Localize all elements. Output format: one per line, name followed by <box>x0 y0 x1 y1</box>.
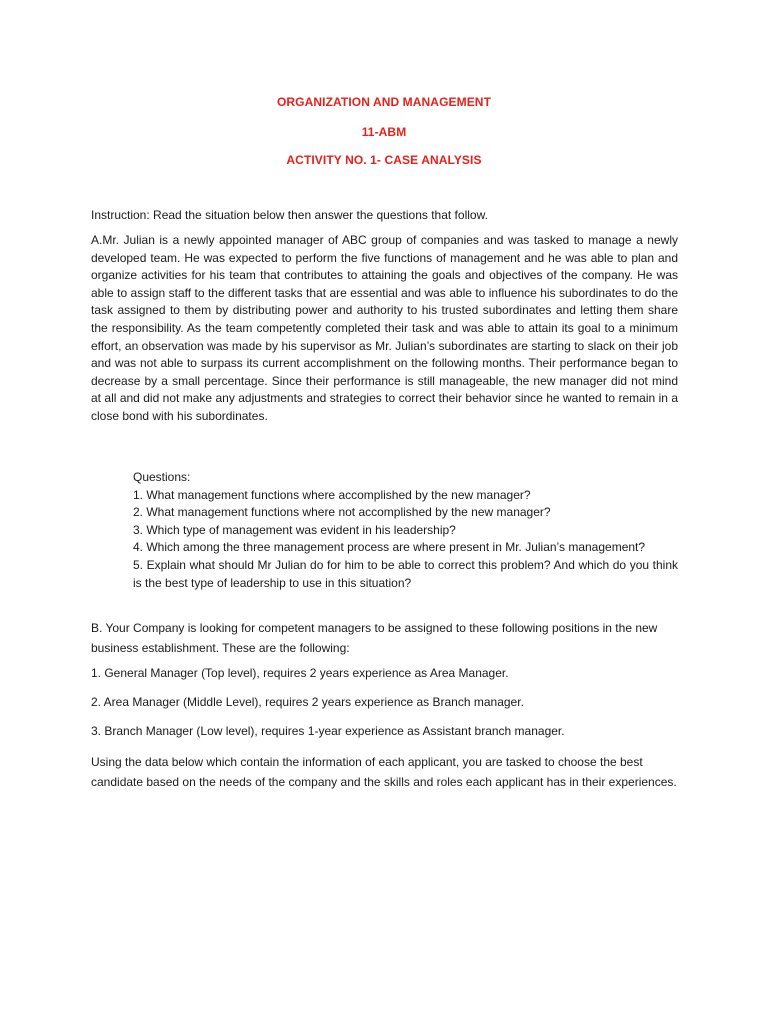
position-item: 1. General Manager (Top level), requires 2 years experience as Area Manager. <box>91 666 509 680</box>
questions-list <box>133 469 678 592</box>
section-label: 11-ABM <box>361 125 407 139</box>
position-item: 2. Area Manager (Middle Level), requires 2 years experience as Branch manager. <box>91 695 524 709</box>
activity-title: ACTIVITY NO. 1- CASE ANALYSIS <box>286 153 482 167</box>
closing-paragraph: Using the data below which contain the information of each applicant, you are tasked to choose the best candidate based on the needs of the company and the skills and roles each applicant has in their experiences. <box>91 755 677 789</box>
document-title: ORGANIZATION AND MANAGEMENT <box>276 95 492 109</box>
position-item: 3. Branch Manager (Low level), requires 1-year experience as Assistant branch manager. <box>91 724 565 738</box>
instruction-text: Instruction: Read the situation below then answer the questions that follow. <box>91 208 488 222</box>
question-item: 4. Which among the three management process are where present in Mr. Julian’s management? <box>133 540 646 555</box>
question-item: 2. What management functions where not accomplished by the new manager? <box>133 505 551 520</box>
part-b-paragraph: B. Your Company is looking for competent managers to be assigned to these following positions in the new business establishment. These are the following: <box>91 621 658 655</box>
question-item: 3. Which type of management was evident in his leadership? <box>133 522 456 537</box>
question-item: 5. Explain what should Mr Julian do for him to be able to correct this problem? And which do you think is the best type of leadership to use in this situation? <box>133 557 678 590</box>
question-item: 1. What management functions where accomplished by the new manager? <box>133 487 531 502</box>
case-situation-paragraph: A.Mr. Julian is a newly appointed manager of ABC group of companies and was tasked to manage a newly developed team. He was expected to perform the five functions of management and he was able to plan and organize activities for his team that contributes to attaining the goals and objectives of the company. He was able to assign staff to the different tasks that are essential and was able to influence his subordinates to do the task assigned to them by distributing power and authority to his trusted subordinates and letting them share the responsibility. As the team competently completed their task and was able to attain its goal to a minimum effort, an observation was made by his supervisor as Mr. Julian’s subordinates are starting to slack on their job and was not able to surpass its current accomplishment on the following months. Their performance began to decrease by a small percentage. Since their performance is still manageable, the new manager did not mind at all and did not make any adjustments and strategies to correct their behavior since he wanted to remain in a close bond with his subordinates. <box>91 233 678 423</box>
questions-label: Questions: <box>133 470 191 484</box>
